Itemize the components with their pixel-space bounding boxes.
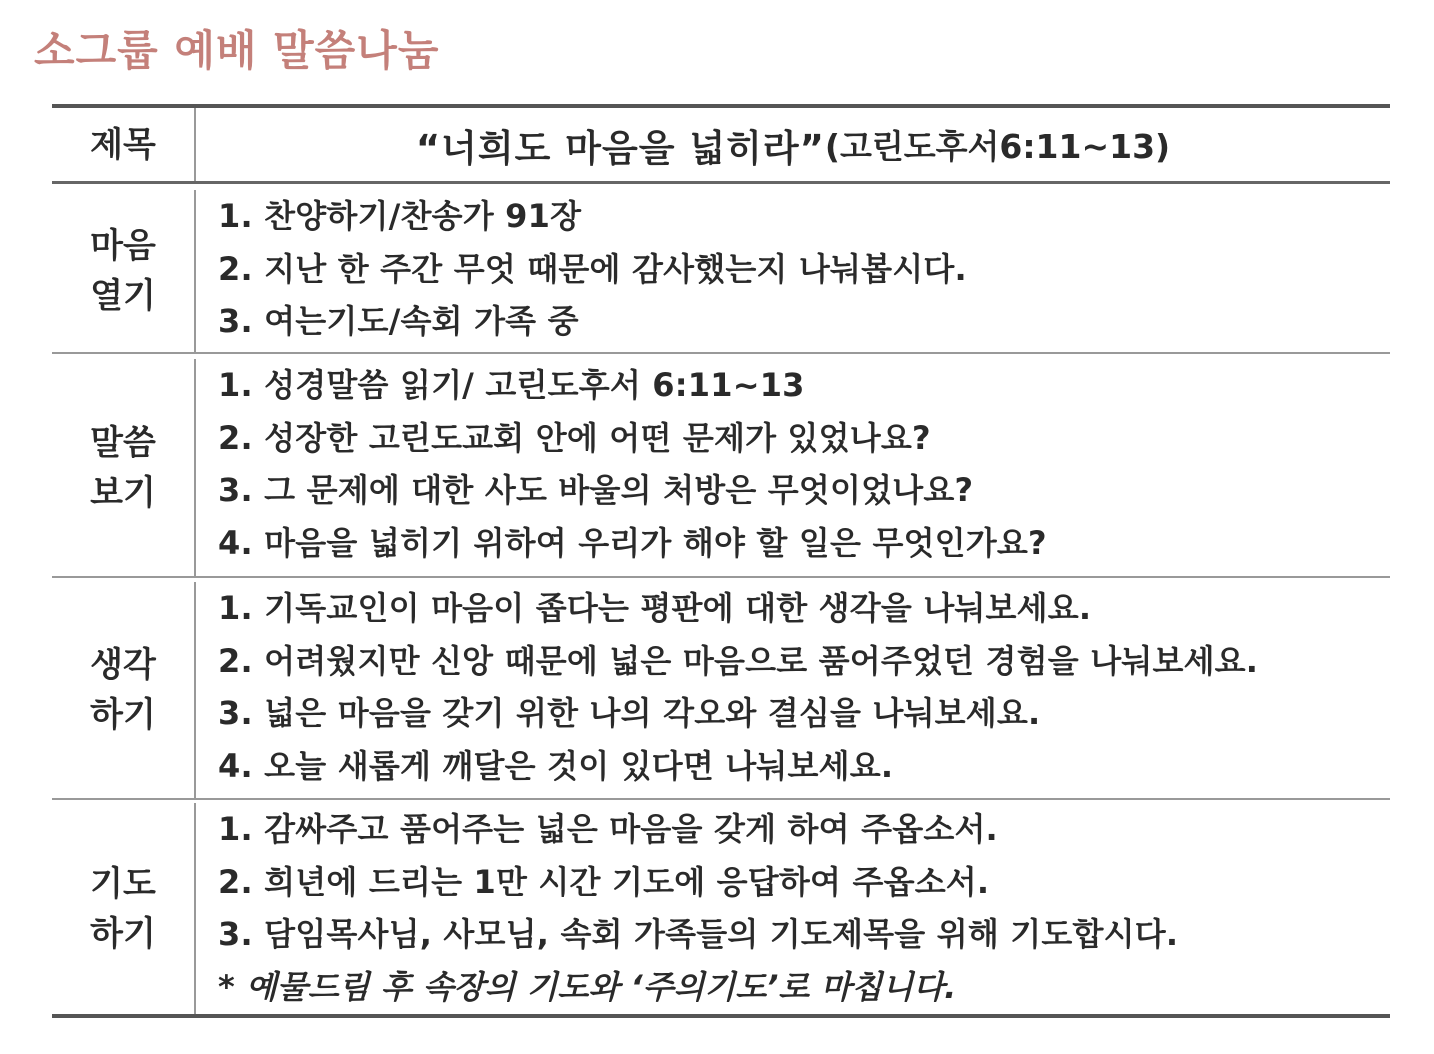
list-item: 4. 오늘 새롭게 깨달은 것이 있다면 나눠보세요. [218,746,894,785]
section-label [52,582,196,798]
list-item: 2. 어려웠지만 신앙 때문에 넓은 마음으로 품어주었던 경험을 나눠보세요. [218,641,1259,680]
title-row [52,108,1390,184]
page-title: 소그룹 예배 말씀나눔 [34,26,440,75]
section-label-line: 하기 [90,695,156,735]
section-label-line: 열기 [90,276,156,316]
section-prayer [52,800,1390,1014]
section-items [196,190,1390,352]
section-label-line: 말씀 [90,422,156,463]
list-item: 3. 담임목사님, 사모님, 속회 가족들의 기도제목을 위해 기도합시다. [218,915,1179,953]
section-reflect [52,578,1390,800]
section-items [196,582,1390,798]
list-item: 2. 희년에 드리는 1만 시간 기도에 응답하여 주옵소서. [218,862,990,901]
section-label-line: 생각 [90,645,156,685]
section-label-line: 마음 [90,226,156,266]
list-item: 1. 감싸주고 품어주는 넓은 마음을 갖게 하여 주옵소서. [218,810,998,848]
list-item: 1. 기독교인이 마음이 좁다는 평판에 대한 생각을 나눠보세요. [218,589,1092,627]
section-items [196,803,1390,1014]
closing-note: * 예물드림 후 속장의 기도와 ‘주의기도’로 마칩니다. [218,967,957,1006]
list-item: 3. 넓은 마음을 갖기 위한 나의 각오와 결심을 나눠보세요. [218,694,1041,732]
section-label [52,190,196,352]
list-item: 3. 그 문제에 대한 사도 바울의 처방은 무엇이었나요? [218,471,974,509]
section-label-line: 보기 [90,472,156,513]
list-item: 3. 여는기도/속회 가족 중 [218,302,579,340]
list-item: 2. 지난 한 주간 무엇 때문에 감사했는지 나눠봅시다. [218,249,967,288]
title-content [196,108,1390,181]
section-read-word [52,354,1390,578]
sermon-title: “너희도 마음을 넓히라” [415,126,825,170]
list-item: 4. 마음을 넓히기 위하여 우리가 해야 할 일은 무엇인가요? [218,523,1047,562]
section-open-heart [52,184,1390,354]
section-label-line: 하기 [90,913,156,954]
section-label [52,359,196,576]
section-items [196,359,1390,576]
list-item: 1. 성경말씀 읽기/ 고린도후서 6:11~13 [218,366,805,404]
list-item: 2. 성장한 고린도교회 안에 어떤 문제가 있었나요? [218,418,931,457]
sermon-discussion-table [52,104,1390,1018]
section-label [52,803,196,1014]
scripture-reference: (고린도후서6:11~13) [824,127,1171,166]
section-label-line: 기도 [90,863,156,904]
list-item: 1. 찬양하기/찬송가 91장 [218,197,582,235]
title-label: 제목 [52,108,196,181]
